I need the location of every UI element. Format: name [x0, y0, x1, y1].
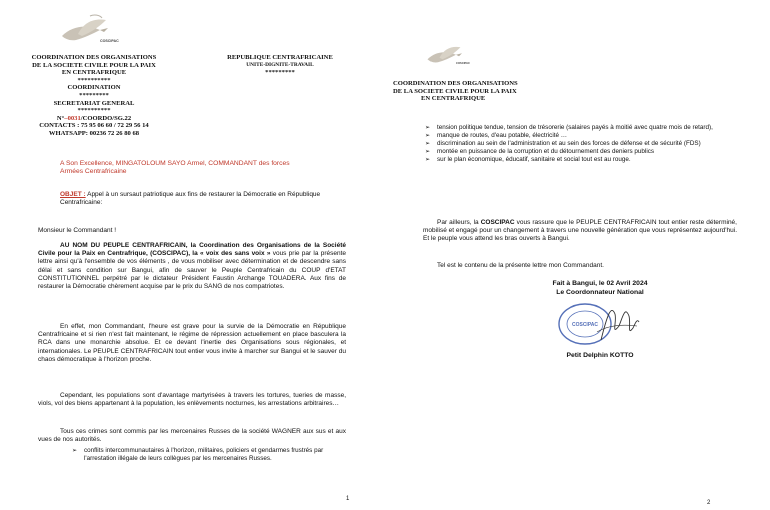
closing-line: Tel est le contenu de la présente lettre mon Commandant. [437, 262, 604, 269]
coordination-label: COORDINATION [67, 84, 121, 92]
org-name-line2: DE LA SOCIETE CIVILE POUR LA PAIX [32, 61, 156, 69]
recipient [60, 160, 360, 176]
signer-name: Petit Delphin KOTTO [566, 352, 634, 359]
reference-number: N°–0031/COORDO/SG.22 [56, 114, 132, 122]
logo-caption: COSCIPAC [100, 39, 119, 43]
official-stamp [551, 296, 641, 352]
stamp-label: COSCIPAC [571, 322, 599, 328]
salutation: Monsieur le Commandant ! [38, 227, 117, 234]
list-item: ➢ manque de routes, d'eau potable, électricité … [425, 132, 731, 140]
paragraph-1-bold: AU NOM DU PEUPLE CENTRAFRICAIN, la Coordination des Organisations de la Société Civile pour la Paix en Centrafrique, (COSCIPAC), la « voix des sans voix » [38, 242, 346, 258]
paragraph-4: Tous ces crimes sont commis par les mercenaires Russes de la société WAGNER aux sus et aux vues de nos autorités. [38, 428, 346, 444]
signature-block [505, 280, 695, 297]
subject-text: Appel à un sursaut patriotique aux fins de restaurer la Démocratie en République Centrafricaine: [60, 191, 321, 207]
stars-separator: ********* [265, 69, 295, 77]
list-item: ➢ discrimination au sein de l'administration et au sein des forces de défense et de sécurité (FDS) [425, 140, 731, 148]
letter-page-2 [385, 0, 770, 510]
bullet-list-page1 [72, 447, 344, 463]
coscipac-logo [56, 12, 120, 54]
date-line: Fait à Bangui, le 02 Avril 2024 [552, 280, 648, 287]
stamp-icon [551, 296, 641, 352]
org-name-line3: EN CENTRAFRIQUE [421, 95, 486, 103]
org-acronym: COSCIPAC [480, 219, 515, 226]
org-header [393, 80, 543, 103]
stars-separator: ********** [77, 76, 111, 84]
subject-label: OBJET : [60, 191, 86, 198]
subject-block [60, 191, 350, 207]
logo-caption: COSCIPAC [456, 61, 470, 65]
list-item: ➢ conflits intercommunautaires à l'horizon, militaires, policiers et gendarmes frustrés par l'arrestation illégale de leurs collègues par les mercenaires Russes. [72, 447, 344, 463]
paragraph-3: Cependant, les populations sont d'avantage martyrisées à travers les tortures, tueries de masse, viols, vol des biens appartenant à la population, les enlèvements nocturnes, les arrestations arbitraires… [38, 392, 346, 408]
stars-separator: ********** [77, 107, 111, 115]
org-header [20, 54, 168, 138]
list-item: ➢ tension politique tendue, tension de trésorerie (salaires payés à moitié avec quatre mois de retard), [425, 124, 731, 132]
republic-header [210, 54, 350, 77]
page-number: 2 [707, 500, 711, 506]
whatsapp-line: WHATSAPP: 00236 72 26 80 68 [48, 129, 140, 137]
republic-motto: UNITE-DIGNITE-TRAVAIL [246, 61, 314, 68]
paragraph-2: En effet, mon Commandant, l'heure est grave pour la survie de la Démocratie en République Centrafricaine et si rien n'est fait maintenant, le régime de répression actuellement en place basculera la RCA dans une monarchie absolue. Et ce devant l'inertie des Organisations sous régionales, et internationales. Le PEUPLE CENTRAFRICAIN tout entier vous invite à marcher sur Bangui et le sauver du chaos démocratique à l'horizon proche. [38, 323, 346, 363]
org-name-line1: COORDINATION DES ORGANISATIONS [31, 54, 157, 61]
paragraph-1 [38, 242, 346, 291]
org-name-line2: DE LA SOCIETE CIVILE POUR LA PAIX [393, 87, 517, 95]
list-item: ➢ sur le plan économique, éducatif, sanitaire et social tout est au rouge. [425, 156, 731, 164]
signer-title: Le Coordonnateur National [556, 288, 644, 296]
secretariat-label: SECRETARIAT GENERAL [53, 99, 135, 107]
org-name-line3: EN CENTRAFRIQUE [61, 69, 127, 77]
recipient-line2: Armées Centrafricaine [60, 168, 127, 175]
republic-title: REPUBLIQUE CENTRAFRICAINE [227, 54, 333, 61]
recipient-line1: A Son Excellence, MINGATOLOUM SAYO Armel, COMMANDANT des forces [60, 160, 290, 167]
bullet-list-page2 [425, 124, 731, 164]
list-item: ➢ montée en puissance de la corruption et du détournement des deniers publics [425, 148, 731, 156]
paragraph-1-text: vous prie par la présente lettre ainsi qu'à l'ensemble de vos éléments , de vous mobiliser avec détermination et de descendre sans délai et sans condition sur Bangui, afin de sauver le Peuple Centrafricain du COUP d'ETAT CONSTITUTIONNEL perpétré par le dictateur Président Faustin Archange TOUADERA. Aux fins de restaurer la Démocratie chèrement acquise par le prix du SANG de nos compatriotes. [38, 250, 346, 291]
contacts-line: CONTACTS : 75 95 06 60 / 72 29 56 14 [39, 122, 149, 130]
page-number: 1 [346, 496, 350, 502]
stars-separator: ********* [79, 91, 109, 99]
dove-icon [423, 40, 471, 74]
dove-icon [56, 12, 120, 54]
coscipac-logo [423, 40, 471, 74]
org-name-line1: COORDINATION DES ORGANISATIONS [393, 80, 518, 87]
paragraph-reassurance: Par ailleurs, la COSCIPAC vous rassure que le PEUPLE CENTRAFRICAIN tout entier reste déterminé, mobilisé et engagé pour un changement à travers une nouvelle génération que vous représentez aujourd'hui. Et le peuple vous attend les bras ouverts à Bangui. [423, 219, 737, 243]
